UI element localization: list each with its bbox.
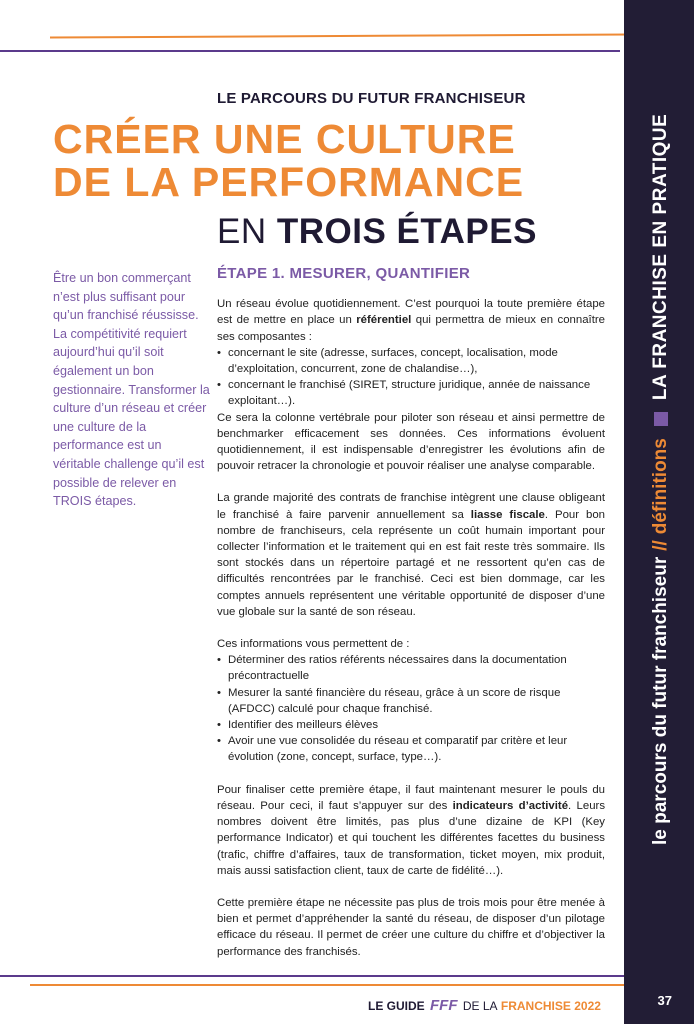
step-heading: ÉTAPE 1. MESURER, QUANTIFIER xyxy=(217,265,471,282)
side-band xyxy=(624,0,694,1024)
side-band-text xyxy=(647,40,675,1000)
footer-de-la: DE LA xyxy=(462,999,498,1013)
site-list xyxy=(217,345,605,410)
side-band-part1: le parcours du futur franchiseur xyxy=(650,556,671,845)
p2-text-c: . Pour bon nombre de franchiseurs, cela représente un coût humain important pour collecter l’information et le traitement qui en est fait reste très sommaire. Ils sont stockés dans un répertoire partagé et ne ressortent qu’en cas de difficultés rencontrées par le franchisé. Ceci est bien dommage, car les comptes annuels représentent une véritable opportunité de disposer d’une vue globale sur la santé de son réseau. xyxy=(217,508,606,618)
paragraph-1 xyxy=(217,296,605,345)
side-band-separator: // xyxy=(650,540,671,551)
list-item: • Avoir une vue consolidée du réseau et comparatif par critère et leur évolution (zone, concept, surface, type…). xyxy=(217,733,605,765)
subtitle-bold: TROIS ÉTAPES xyxy=(276,212,537,251)
footer-year-suffix: 22 xyxy=(587,999,601,1013)
side-band-part2: définitions xyxy=(650,438,671,535)
p4-bold: indicateurs d’activité xyxy=(452,799,569,812)
benefits-list xyxy=(217,652,605,765)
p2-text-a: La grande majorité des contrats de franchise intègrent une clause obligeant le franchisé à faire parvenir annuellement sa xyxy=(217,492,605,521)
p1-text-a: Un réseau évolue quotidiennement. C’est pourquoi la toute première étape est de mettre en place un xyxy=(217,298,605,327)
p1-bold: référentiel xyxy=(356,314,412,327)
page-title xyxy=(53,118,524,204)
p4-text-c: . Leurs nombres doivent être limités, pas plus d’une dizaine de KPI (Key performance Indicator) et qui touchent les différentes facettes du business (trafic, chiffre d’affaires, taux de transformation, ticket moyen, mix produit, mais aussi satisfaction client, taux de carte de fidélité…). xyxy=(217,799,606,877)
frame-line-orange-top xyxy=(50,33,630,38)
square-icon xyxy=(654,412,668,426)
article-body xyxy=(217,266,605,976)
paragraph-5: Cette première étape ne nécessite pas plus de trois mois pour être menée à bien et permet d’appréhender la santé du réseau, de disposer d’un pilotage efficace du réseau. Il permet de créer une culture du chiffre et d’objectiver la performance des franchisés. xyxy=(217,896,605,958)
fff-logo: FFF xyxy=(430,997,458,1014)
page-number: 37 xyxy=(657,993,672,1008)
footer-guide: LE GUIDE xyxy=(368,999,425,1013)
paragraph-4 xyxy=(217,782,605,879)
list-item: • concernant le site (adresse, surfaces, concept, localisation, mode d’exploitation, concurrent, zone de chalandise…), xyxy=(217,345,605,377)
p4-text-a: Pour finaliser cette première étape, il faut maintenant mesurer le pouls du réseau. Pour ceci, il faut s’appuyer sur des xyxy=(217,783,605,812)
list-item: • Déterminer des ratios référents nécessaires dans la documentation précontractuelle xyxy=(217,652,605,684)
frame-line-purple-top xyxy=(0,50,620,52)
title-line-2: DE LA PERFORMANCE xyxy=(53,159,525,205)
list-item: • Identifier des meilleurs élèves xyxy=(217,717,605,733)
paragraph-2 xyxy=(217,490,605,620)
subtitle-prefix: EN xyxy=(217,212,267,251)
list-item: • Mesurer la santé financière du réseau, grâce à un score de risque (AFDCC) calculé pour chaque franchisé. xyxy=(217,685,605,717)
side-band-part3: LA FRANCHISE EN PRATIQUE xyxy=(650,113,671,401)
footer xyxy=(368,997,601,1014)
frame-line-orange-bottom xyxy=(30,984,630,986)
p2-bold: liasse fiscale xyxy=(470,508,545,521)
paragraph-1-end: Ce sera la colonne vertébrale pour piloter son réseau et ainsi permettre de benchmarker efficacement ses données. Ces informations évoluent quotidiennement, il est indispensable d’enregistrer les évolutions afin de pouvoir retracer la chronologie et pouvoir réaliser une analyse comparable. xyxy=(217,411,605,473)
kicker: LE PARCOURS DU FUTUR FRANCHISEUR xyxy=(217,90,526,107)
footer-franchise: FRANCHISE 20 xyxy=(500,999,588,1013)
p1-text-c: qui permettra de mieux en connaître ses composantes : xyxy=(217,314,605,343)
list-item: • concernant le franchisé (SIRET, structure juridique, année de naissance exploitant…). xyxy=(217,377,605,409)
pull-quote: Être un bon commerçant n’est plus suffisant pour qu’un franchisé réussisse. La compétitivité requiert aujourd’hui qu’il soit également un bon gestionnaire. Transformer la culture d’un réseau et créer une culture de la performance est un véritable challenge qu’il est possible de relever en TROIS étapes. xyxy=(53,271,210,509)
title-line-1: CRÉER UNE CULTURE xyxy=(53,116,516,162)
subtitle xyxy=(217,212,537,252)
paragraph-3: Ces informations vous permettent de : xyxy=(217,638,410,651)
